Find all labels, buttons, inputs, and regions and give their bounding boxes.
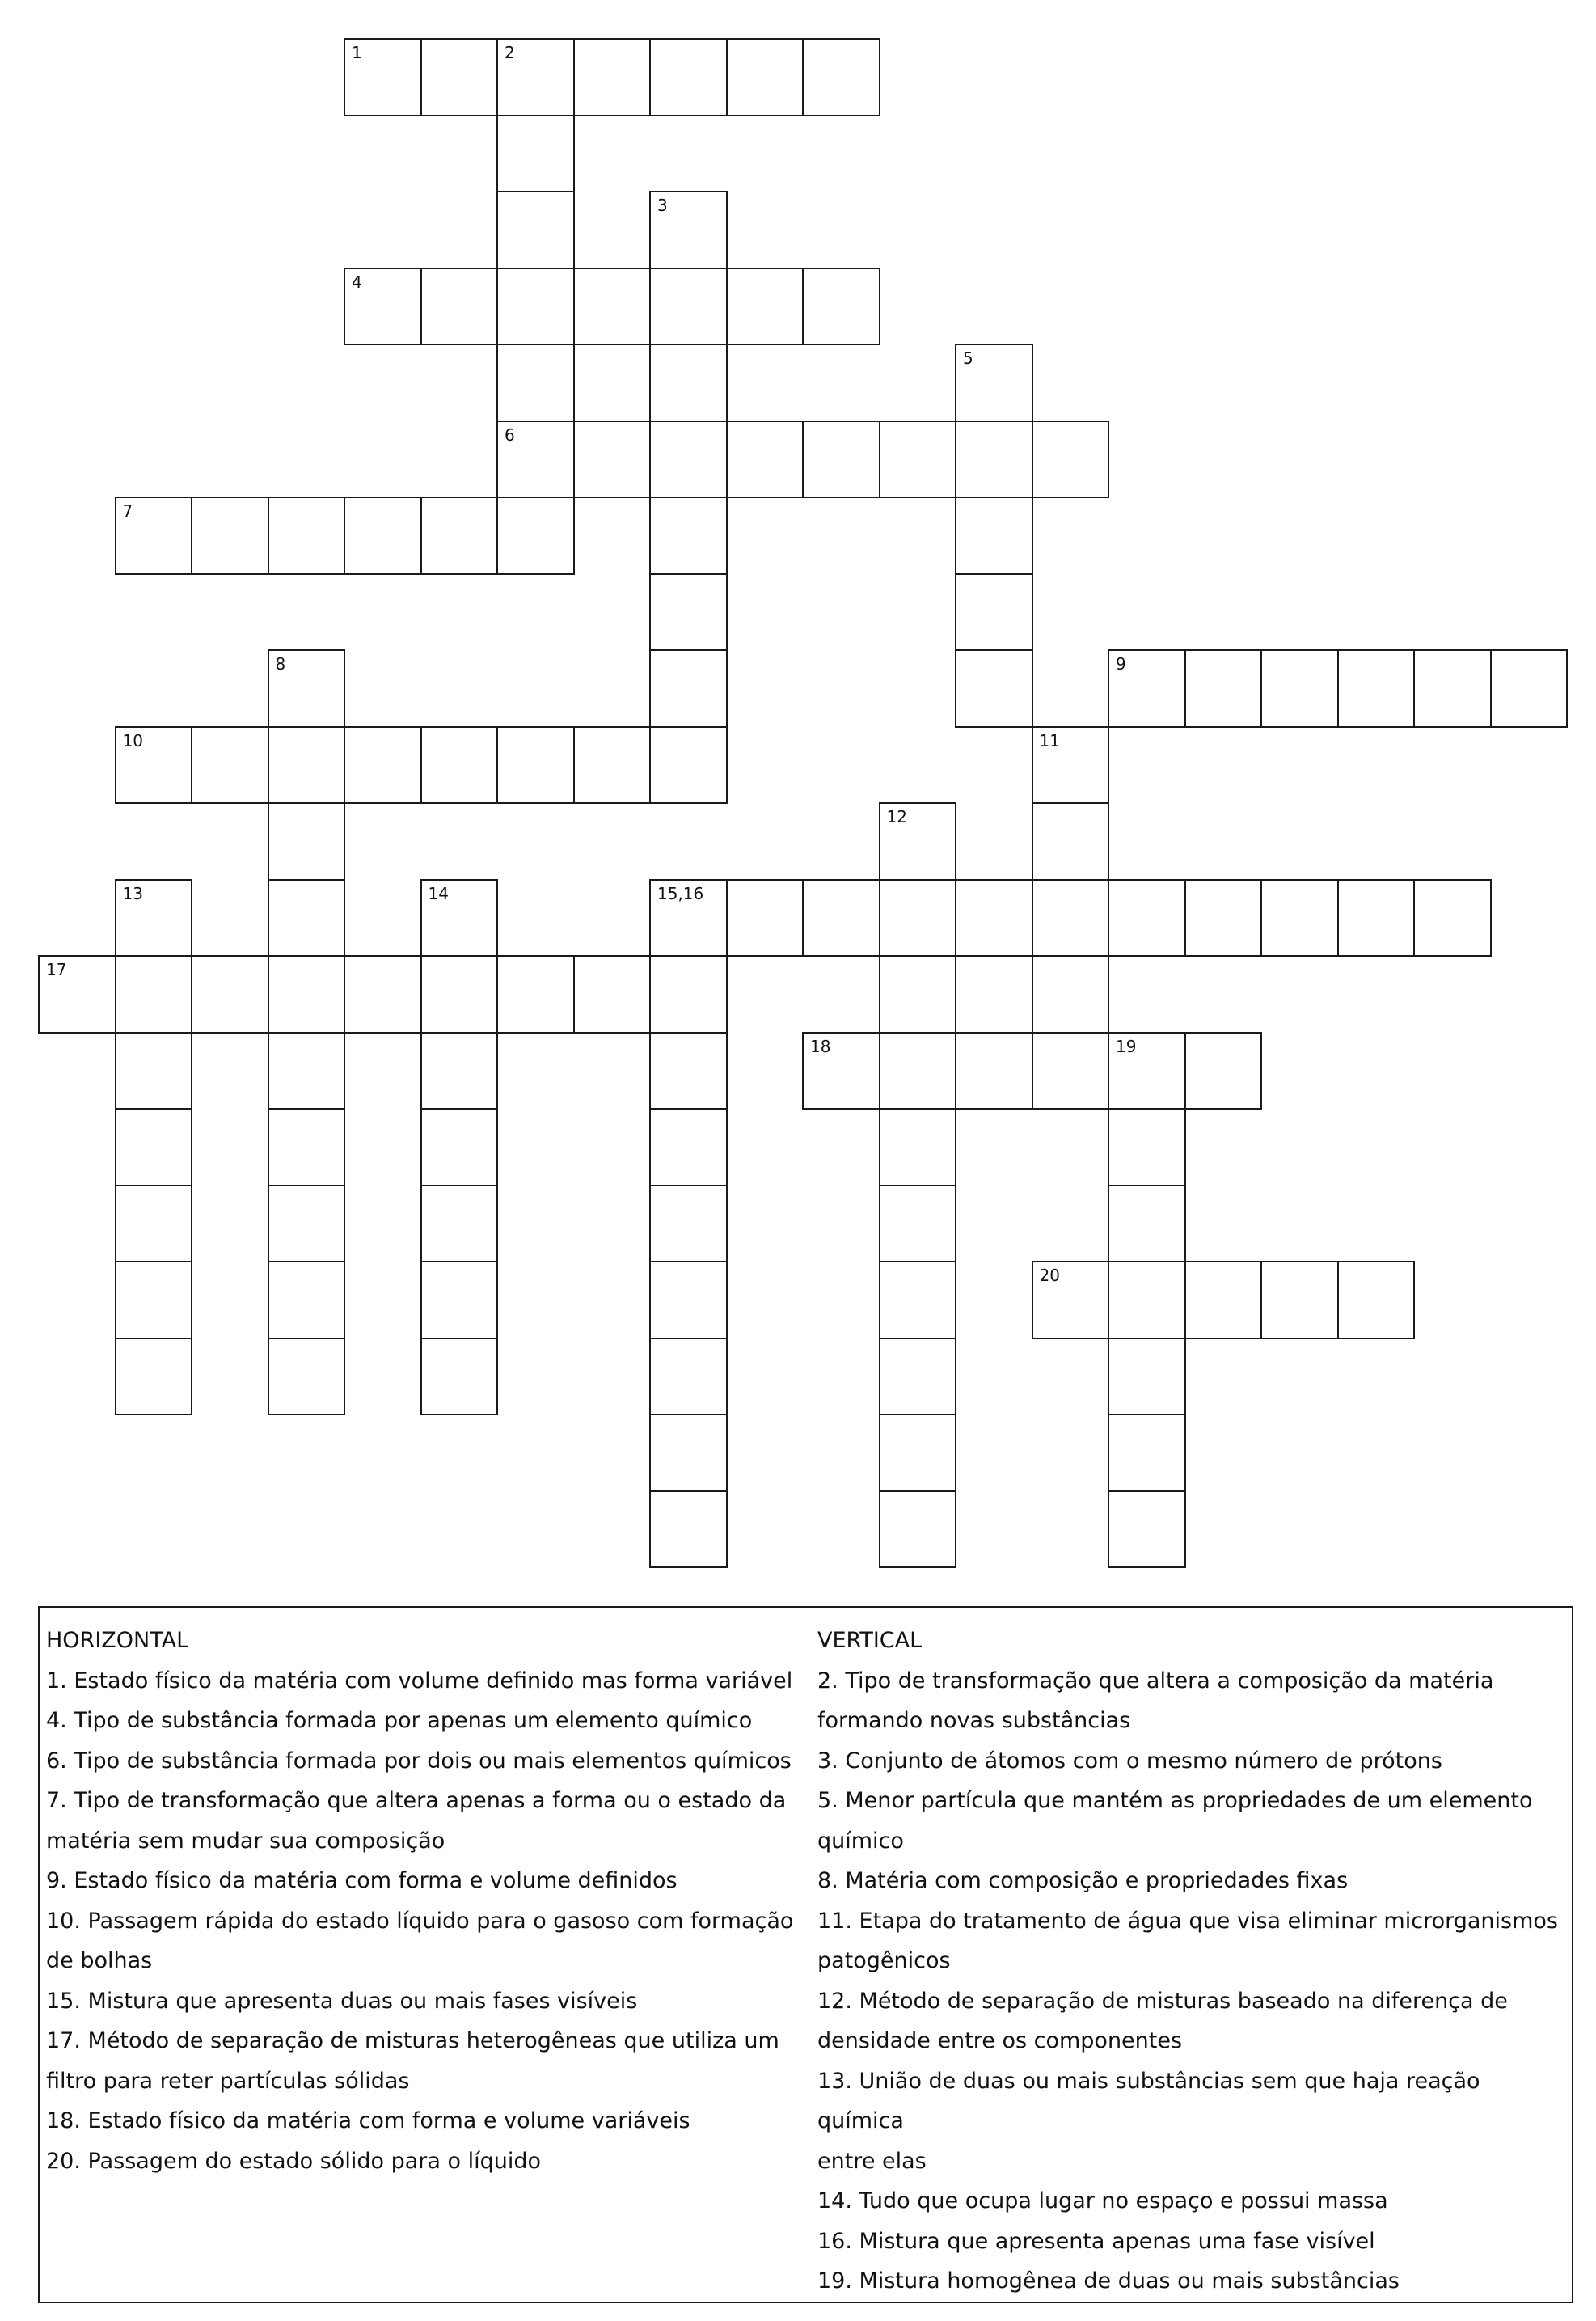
clue-number: 19 [1116,1036,1137,1056]
crossword-cell[interactable] [879,1108,957,1186]
crossword-cell[interactable] [268,879,346,958]
crossword-cell[interactable] [1108,1185,1186,1263]
crossword-cell[interactable] [1260,649,1339,728]
crossword-cell[interactable] [879,1185,957,1263]
crossword-cell[interactable] [802,1032,880,1110]
clue-line: 20. Passagem do estado sólido para o líquido [46,2148,541,2174]
clue-line: matéria sem mudar sua composição [46,1828,445,1854]
crossword-cell[interactable] [1490,649,1569,728]
clue-number: 10 [122,730,143,750]
crossword-cell[interactable] [268,1108,346,1186]
crossword-cell[interactable] [955,649,1033,728]
crossword-cell[interactable] [955,344,1033,422]
crossword-cell[interactable] [420,268,499,346]
crossword-cell[interactable] [344,497,422,575]
crossword-cell[interactable] [1032,802,1110,881]
clue-number: 6 [505,425,515,445]
clue-line: 11. Etapa do tratamento de água que visa eliminar microrganismos [817,1908,1558,1934]
crossword-cell[interactable] [649,726,728,805]
crossword-cell[interactable] [420,1032,499,1110]
crossword-cell[interactable] [115,1261,193,1339]
crossword-cell[interactable] [649,1338,728,1416]
crossword-cell[interactable] [802,268,880,346]
crossword-cell[interactable] [879,1032,957,1110]
clue-number: 5 [963,349,973,368]
crossword-cell[interactable] [1108,649,1186,728]
clue-number: 4 [352,272,362,292]
crossword-cell[interactable] [649,268,728,346]
crossword-cell[interactable] [1337,649,1416,728]
crossword-cell[interactable] [726,268,804,346]
crossword-cell[interactable] [1184,1032,1263,1110]
crossword-cell[interactable] [1032,1261,1110,1339]
crossword-cell[interactable] [496,726,575,805]
clue-line: 6. Tipo de substância formada por dois ou mais elementos químicos [46,1748,792,1774]
crossword-cell[interactable] [649,1490,728,1569]
clue-line: 14. Tudo que ocupa lugar no espaço e possui massa [817,2188,1388,2213]
clue-line: de bolhas [46,1948,153,1973]
crossword-cell[interactable] [649,421,728,499]
clue-line: 19. Mistura homogênea de duas ou mais substâncias [817,2268,1400,2294]
clue-line: densidade entre os componentes [817,2028,1183,2053]
clue-number: 8 [275,654,286,674]
clue-number: 9 [1116,654,1126,674]
crossword-cell[interactable] [802,879,880,958]
horizontal-clues [46,1621,822,2181]
crossword-cell[interactable] [496,497,575,575]
clue-line: 3. Conjunto de átomos com o mesmo número de prótons [817,1748,1442,1774]
crossword-cell[interactable] [1108,1490,1186,1569]
crossword-cell[interactable] [649,1032,728,1110]
vertical-heading: VERTICAL [817,1628,923,1653]
crossword-cell[interactable] [649,1185,728,1263]
crossword-cell[interactable] [38,955,116,1034]
crossword-cell[interactable] [649,497,728,575]
clue-line: 1. Estado físico da matéria com volume definido mas forma variável [46,1668,793,1693]
horizontal-heading: HORIZONTAL [46,1628,189,1653]
vertical-clues [817,1621,1565,2302]
crossword-cell[interactable] [115,879,193,958]
clue-line: 5. Menor partícula que mantém as propriedades de um elemento [817,1788,1533,1813]
clue-line: 4. Tipo de substância formada por apenas um elemento químico [46,1708,753,1733]
crossword-cell[interactable] [879,1338,957,1416]
crossword-cell[interactable] [726,421,804,499]
clue-line: patogênicos [817,1948,951,1973]
crossword-cell[interactable] [1032,879,1110,958]
crossword-cell[interactable] [649,649,728,728]
crossword-cell[interactable] [344,268,422,346]
crossword-cell[interactable] [268,1338,346,1416]
clue-line: 16. Mistura que apresenta apenas uma fase visível [817,2228,1375,2254]
clue-line: 15. Mistura que apresenta duas ou mais fases visíveis [46,1988,638,2014]
crossword-cell[interactable] [1184,879,1263,958]
crossword-cell[interactable] [344,726,422,805]
crossword-cell[interactable] [1108,1338,1186,1416]
crossword-cell[interactable] [879,1261,957,1339]
clue-number: 11 [1039,730,1060,750]
clue-number: 1 [352,43,362,62]
crossword-cell[interactable] [1032,955,1110,1034]
crossword-cell[interactable] [496,115,575,193]
clue-line: filtro para reter partículas sólidas [46,2068,410,2094]
crossword-cell[interactable] [1108,1108,1186,1186]
crossword-cell[interactable] [1184,649,1263,728]
crossword-cell[interactable] [955,497,1033,575]
crossword-cell[interactable] [268,649,346,728]
crossword-cell[interactable] [268,1032,346,1110]
crossword-cell[interactable] [879,955,957,1034]
crossword-cell[interactable] [1260,879,1339,958]
crossword-cell[interactable] [496,191,575,269]
crossword-cell[interactable] [802,421,880,499]
crossword-cell[interactable] [268,1261,346,1339]
crossword-cell[interactable] [115,1032,193,1110]
clue-line: 10. Passagem rápida do estado líquido para o gasoso com formação [46,1908,794,1934]
clue-line: químico [817,1828,904,1854]
crossword-cell[interactable] [879,1490,957,1569]
crossword-cell[interactable] [1032,1032,1110,1110]
crossword-cell[interactable] [115,497,193,575]
clue-number: 2 [505,43,515,62]
crossword-cell[interactable] [649,191,728,269]
crossword-cell[interactable] [649,344,728,422]
crossword-cell[interactable] [496,955,575,1034]
clue-line: 12. Método de separação de misturas baseado na diferença de [817,1988,1508,2014]
crossword-cell[interactable] [344,955,422,1034]
crossword-cell[interactable] [115,726,193,805]
clue-line: 13. União de duas ou mais substâncias sem que haja reação química [817,2068,1480,2133]
crossword-cell[interactable] [115,955,193,1034]
clue-number: 12 [886,807,907,827]
clue-number: 15,16 [657,883,704,903]
crossword-cell[interactable] [573,726,652,805]
crossword-cell[interactable] [573,955,652,1034]
crossword-cell[interactable] [420,1185,499,1263]
clue-line: 7. Tipo de transformação que altera apenas a forma ou o estado da [46,1788,787,1813]
crossword-cell[interactable] [1108,1414,1186,1492]
crossword-cell[interactable] [268,802,346,881]
crossword-cell[interactable] [802,38,880,116]
crossword-cell[interactable] [268,726,346,805]
crossword-cell[interactable] [420,1261,499,1339]
crossword-cell[interactable] [1108,1261,1186,1339]
crossword-cell[interactable] [344,38,422,116]
crossword-cell[interactable] [649,879,728,958]
crossword-cell[interactable] [1413,879,1492,958]
crossword-cell[interactable] [1413,649,1492,728]
crossword-cell[interactable] [649,1108,728,1186]
crossword-cell[interactable] [191,726,269,805]
crossword-cell[interactable] [879,1414,957,1492]
clue-number: 13 [122,883,143,903]
crossword-cell[interactable] [115,1338,193,1416]
clue-number: 17 [46,960,67,979]
crossword-cell[interactable] [1108,879,1186,958]
crossword-cell[interactable] [649,1261,728,1339]
crossword-cell[interactable] [115,1108,193,1186]
crossword-cell[interactable] [420,1108,499,1186]
crossword-cell[interactable] [955,421,1033,499]
crossword-cell[interactable] [1032,421,1110,499]
clue-number: 7 [122,501,133,521]
crossword-cell[interactable] [115,1185,193,1263]
crossword-cell[interactable] [726,38,804,116]
clue-line: 2. Tipo de transformação que altera a composição da matéria [817,1668,1494,1693]
clue-line: 9. Estado físico da matéria com forma e volume definidos [46,1868,678,1893]
crossword-cell[interactable] [573,38,652,116]
crossword-cell[interactable] [649,1414,728,1492]
crossword-cell[interactable] [268,955,346,1034]
clue-line: formando novas substâncias [817,1708,1131,1733]
crossword-cell[interactable] [1260,1261,1339,1339]
crossword-cell[interactable] [1184,1261,1263,1339]
crossword-cell[interactable] [1337,1261,1416,1339]
crossword-cell[interactable] [955,573,1033,652]
clue-number: 20 [1039,1266,1060,1285]
clue-line: 8. Matéria com composição e propriedades fixas [817,1868,1349,1893]
crossword-cell[interactable] [420,1338,499,1416]
crossword-cell[interactable] [191,497,269,575]
crossword-cell[interactable] [496,268,575,346]
crossword-cell[interactable] [955,1032,1033,1110]
clue-number: 3 [657,196,668,215]
crossword-cell[interactable] [649,38,728,116]
crossword-cell[interactable] [420,955,499,1034]
crossword-cell[interactable] [420,497,499,575]
crossword-cell[interactable] [573,421,652,499]
crossword-cell[interactable] [496,421,575,499]
crossword-cell[interactable] [191,955,269,1034]
crossword-cell[interactable] [420,726,499,805]
crossword-cell[interactable] [879,421,957,499]
clue-line: 18. Estado físico da matéria com forma e volume variáveis [46,2108,690,2133]
clue-number: 14 [428,883,449,903]
crossword-cell[interactable] [1337,879,1416,958]
crossword-cell[interactable] [879,879,957,958]
crossword-cell[interactable] [496,38,575,116]
crossword-cell[interactable] [573,268,652,346]
crossword-cell[interactable] [955,879,1033,958]
crossword-cell[interactable] [879,802,957,881]
crossword-cell[interactable] [726,879,804,958]
clue-number: 18 [810,1036,831,1056]
crossword-cell[interactable] [420,38,499,116]
crossword-cell[interactable] [268,1185,346,1263]
crossword-cell[interactable] [649,573,728,652]
crossword-cell[interactable] [1108,1032,1186,1110]
clue-line: entre elas [817,2148,927,2174]
clues-box [38,1606,1573,2303]
crossword-cell[interactable] [420,879,499,958]
clue-line: 17. Método de separação de misturas heterogêneas que utiliza um [46,2028,779,2053]
crossword-cell[interactable] [496,344,575,422]
crossword-cell[interactable] [268,497,346,575]
crossword-cell[interactable] [1032,726,1110,805]
crossword-cell[interactable] [649,955,728,1034]
